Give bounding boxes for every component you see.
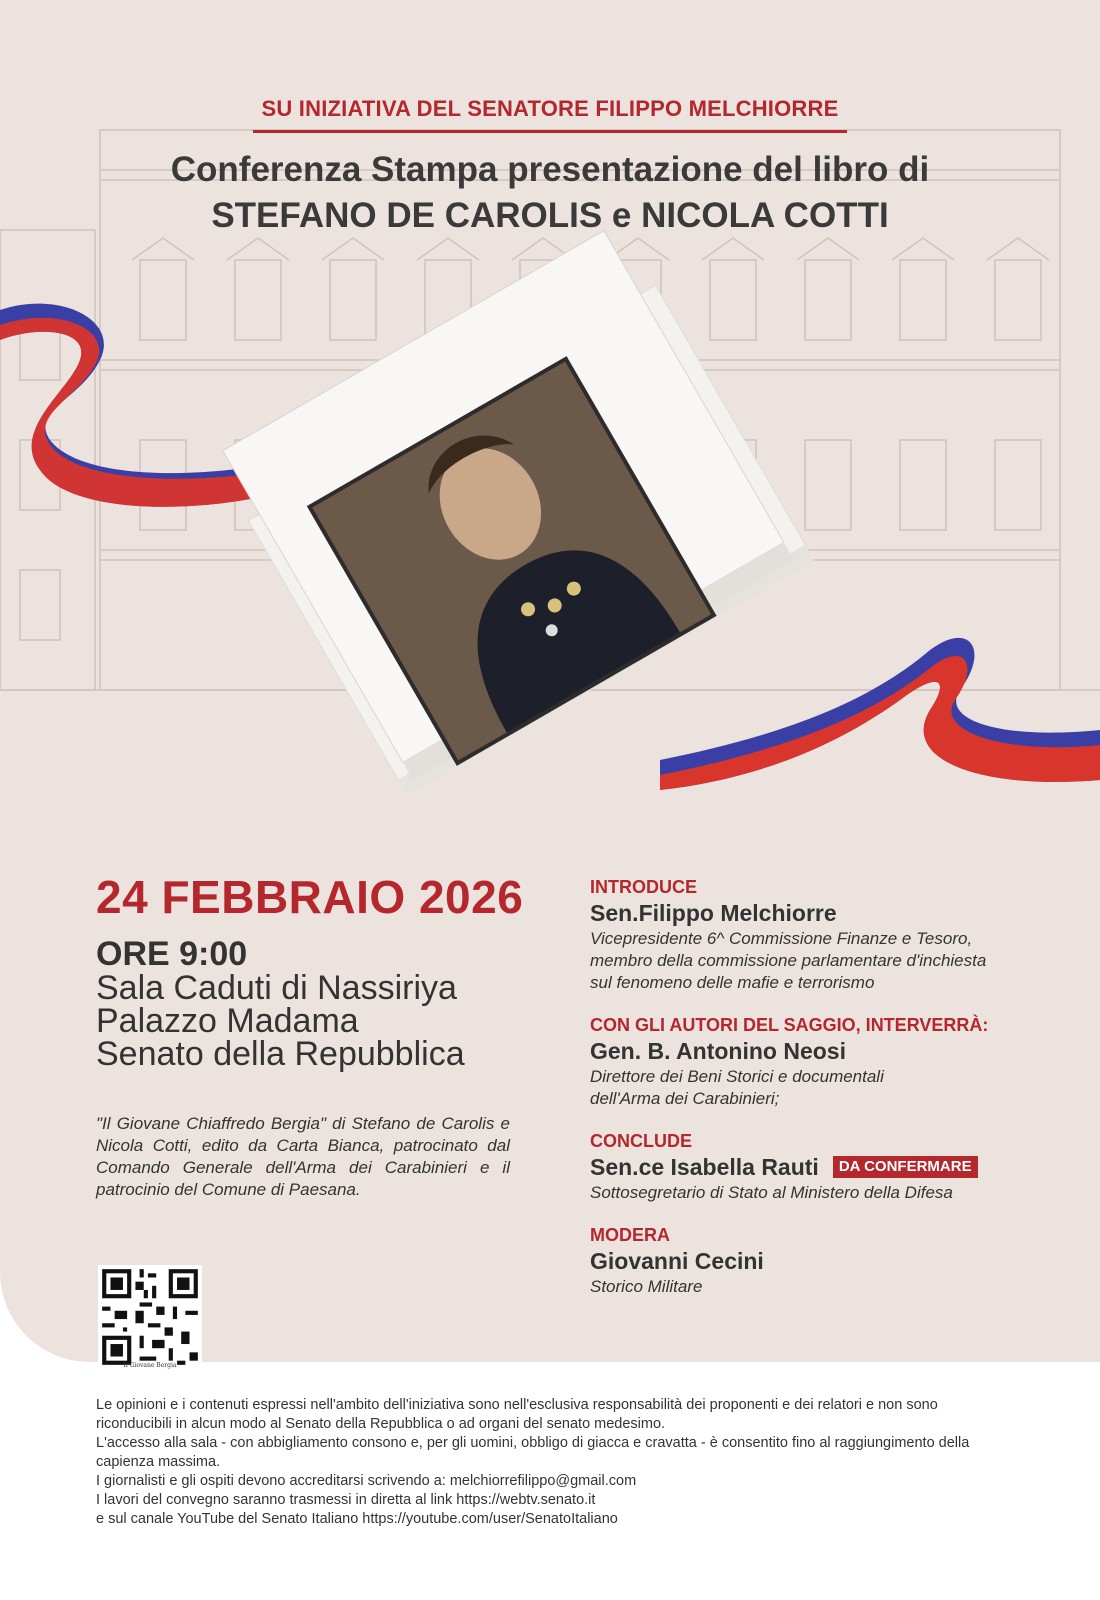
- footer-line: L'accesso alla sala - con abbigliamento consono e, per gli uomini, obbligo di giacca e cravatta - è consentito fino al raggiungimento della capienza massima.: [96, 1435, 970, 1470]
- speaker-desc-line: dell'Arma dei Carabinieri;: [590, 1089, 780, 1108]
- program-role: CONCLUDE: [590, 1131, 692, 1151]
- speaker-desc-line: membro della commissione parlamentare d'inchiesta: [590, 951, 987, 970]
- speaker-desc-line: Vicepresidente 6^ Commissione Finanze e Tesoro,: [590, 929, 973, 948]
- title-line-2: STEFANO DE CAROLIS e NICOLA COTTI: [211, 196, 889, 235]
- title-line-1: Conferenza Stampa presentazione del libro di: [170, 150, 930, 189]
- speaker-name-text: Sen.Filippo Melchiorre: [590, 900, 837, 926]
- speaker-name-text: Sen.ce Isabella Rauti: [590, 1154, 819, 1180]
- footer-line: e sul canale YouTube del Senato Italiano https://youtube.com/user/SenatoItaliano: [96, 1511, 618, 1527]
- qr-caption: Il Giovane Bergia: [123, 1362, 177, 1369]
- speaker-desc: [590, 928, 1050, 994]
- venue-line: Palazzo Madama: [96, 1002, 359, 1040]
- speaker-name-text: Gen. B. Antonino Neosi: [590, 1038, 846, 1064]
- program-item: [590, 876, 1050, 994]
- speaker-desc: [590, 1182, 1050, 1204]
- program-item: [590, 1224, 1050, 1298]
- kicker-underline: [253, 130, 847, 133]
- program-role: MODERA: [590, 1225, 670, 1245]
- speaker-desc-line: Direttore dei Beni Storici e documentali: [590, 1067, 884, 1086]
- program-role: INTRODUCE: [590, 877, 697, 897]
- page-title: [0, 147, 1100, 239]
- speaker-desc-line: Storico Militare: [590, 1277, 703, 1296]
- footer-line: I giornalisti e gli ospiti devono accreditarsi scrivendo a: melchiorrefilippo@gmail.com: [96, 1473, 637, 1489]
- speaker-desc: [590, 1276, 1050, 1298]
- venue-line: Senato della Repubblica: [96, 1035, 465, 1073]
- event-venue: [96, 969, 465, 1073]
- program-role: CON GLI AUTORI DEL SAGGIO, INTERVERRÀ:: [590, 1015, 989, 1035]
- footer-line: I lavori del convegno saranno trasmessi in diretta al link https://webtv.senato.it: [96, 1492, 596, 1508]
- speaker-name: [590, 1152, 1050, 1182]
- initiative-kicker: SU INIZIATIVA DEL SENATORE FILIPPO MELCHIORRE: [261, 96, 839, 121]
- program-item: [590, 1014, 1050, 1110]
- speaker-name: [590, 1036, 1050, 1066]
- venue-line: Sala Caduti di Nassiriya: [96, 969, 457, 1007]
- speaker-program: [590, 876, 1050, 1318]
- event-date: 24 FEBBRAIO 2026: [96, 871, 524, 923]
- to-be-confirmed-badge: DA CONFERMARE: [833, 1156, 978, 1178]
- event-time: ORE 9:00: [96, 935, 248, 973]
- qr-code[interactable]: [98, 1265, 202, 1369]
- book-description: "Il Giovane Chiaffredo Bergia" di Stefano de Carolis e Nicola Cotti, edito da Carta Bianca, patrocinato dal Comando Generale dell'Arma dei Carabinieri e il patrocinio del Comune di Paesana.: [96, 1114, 510, 1199]
- footer-line: Le opinioni e i contenuti espressi nell'ambito dell'iniziativa sono nell'esclusiva responsabilità dei proponenti e dei relatori e non sono riconducibili in alcun modo al Senato della Repubblica o ad organi del senato medesimo.: [96, 1397, 938, 1432]
- speaker-desc-line: sul fenomeno delle mafie e terrorismo: [590, 973, 875, 992]
- speaker-name: [590, 1246, 1050, 1276]
- speaker-name-text: Giovanni Cecini: [590, 1248, 764, 1274]
- program-item: [590, 1130, 1050, 1204]
- speaker-desc: [590, 1066, 1050, 1110]
- disclaimer-footer: [96, 1396, 1006, 1529]
- speaker-name: [590, 898, 1050, 928]
- speaker-desc-line: Sottosegretario di Stato al Ministero della Difesa: [590, 1183, 953, 1202]
